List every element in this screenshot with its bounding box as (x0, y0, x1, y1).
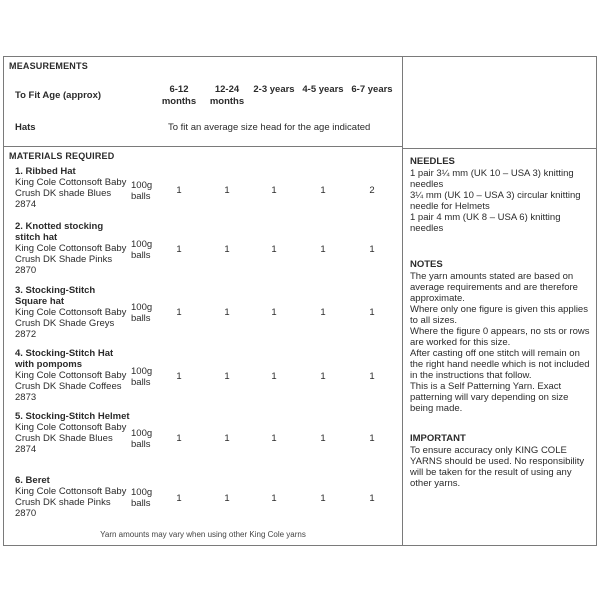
unit-label: 100g balls (131, 302, 153, 324)
materials-divider (3, 146, 403, 147)
qty-cell: 1 (271, 307, 277, 318)
notes-heading: NOTES (410, 259, 443, 270)
material-item (15, 475, 130, 519)
important-heading: IMPORTANT (410, 433, 466, 444)
material-item-title: 4. Stocking-Stitch Hat with pompoms (15, 348, 114, 370)
material-item-desc: King Cole Cottonsoft Baby Crush DK shade Blues 2874 (15, 177, 127, 210)
fit-age-label: To Fit Age (approx) (15, 90, 102, 101)
qty-cell: 1 (369, 307, 375, 318)
qty-cell: 1 (320, 307, 326, 318)
qty-cell: 1 (224, 185, 230, 196)
yarn-footnote: Yarn amounts may vary when using other King Cole yarns (100, 530, 306, 539)
qty-cell: 2 (369, 185, 375, 196)
qty-cell: 1 (271, 371, 277, 382)
column-divider (402, 56, 403, 546)
qty-cell: 1 (369, 433, 375, 444)
unit-label: 100g balls (131, 239, 153, 261)
qty-cell: 1 (224, 493, 230, 504)
hats-label: Hats (15, 122, 36, 133)
age-column-header: 6-7 years (351, 84, 393, 95)
material-item-desc: King Cole Cottonsoft Baby Crush DK Shade Blues 2874 (15, 422, 127, 455)
age-column-header: 2-3 years (253, 84, 295, 95)
qty-cell: 1 (176, 371, 182, 382)
unit-label: 100g balls (131, 180, 153, 202)
material-item-desc: King Cole Cottonsoft Baby Crush DK Shade Coffees 2873 (15, 370, 127, 403)
qty-cell: 1 (369, 371, 375, 382)
qty-cell: 1 (271, 433, 277, 444)
important-text: To ensure accuracy only KING COLE YARNS should be used. No responsibility will be taken for the result of using any other yarns. (410, 445, 585, 489)
material-item-desc: King Cole Cottonsoft Baby Crush DK Shade Greys 2872 (15, 307, 127, 340)
qty-cell: 1 (320, 244, 326, 255)
age-column-header: 6-12 months (161, 84, 197, 107)
qty-cell: 1 (369, 493, 375, 504)
age-column-header: 4-5 years (302, 84, 344, 95)
notes-text: The yarn amounts stated are based on average requirements and are therefore approximate. Where only one figure is given this applies to all sizes. Where the figure 0 appears, no sts or rows are worked for this size. After casting off one stitch will remain on the right hand needle which is not included in the instructions that follow. This is a Self Patterning Yarn. Exact patterning will vary depending on size being made. (410, 271, 590, 414)
needles-heading: NEEDLES (410, 156, 455, 167)
qty-cell: 1 (320, 493, 326, 504)
qty-cell: 1 (271, 244, 277, 255)
qty-cell: 1 (224, 371, 230, 382)
material-item (15, 285, 130, 340)
material-item (15, 221, 130, 276)
material-item-desc: King Cole Cottonsoft Baby Crush DK Shade Pinks 2870 (15, 243, 127, 276)
qty-cell: 1 (320, 185, 326, 196)
qty-cell: 1 (271, 493, 277, 504)
qty-cell: 1 (320, 371, 326, 382)
qty-cell: 1 (176, 493, 182, 504)
needles-divider (402, 148, 597, 149)
qty-cell: 1 (176, 244, 182, 255)
qty-cell: 1 (176, 185, 182, 196)
qty-cell: 1 (369, 244, 375, 255)
qty-cell: 1 (224, 307, 230, 318)
material-item-title: 1. Ribbed Hat (15, 166, 76, 177)
qty-cell: 1 (224, 244, 230, 255)
hats-note: To fit an average size head for the age indicated (168, 122, 371, 133)
unit-label: 100g balls (131, 487, 153, 509)
material-item (15, 411, 130, 455)
material-item-desc: King Cole Cottonsoft Baby Crush DK shade Pinks 2870 (15, 486, 127, 519)
qty-cell: 1 (271, 185, 277, 196)
needles-text: 1 pair 3¼ mm (UK 10 – USA 3) knitting needles 3¼ mm (UK 10 – USA 3) circular knitting needle for Helmets 1 pair 4 mm (UK 8 – USA 6) knitting needles (410, 168, 581, 234)
material-item-title: 5. Stocking-Stitch Helmet (15, 411, 130, 422)
materials-heading: MATERIALS REQUIRED (9, 151, 115, 161)
unit-label: 100g balls (131, 428, 153, 450)
qty-cell: 1 (224, 433, 230, 444)
material-item (15, 166, 130, 210)
unit-label: 100g balls (131, 366, 153, 388)
measurements-heading: MEASUREMENTS (9, 61, 88, 71)
material-item-title: 6. Beret (15, 475, 50, 486)
age-column-header: 12-24 months (209, 84, 245, 107)
qty-cell: 1 (176, 433, 182, 444)
qty-cell: 1 (320, 433, 326, 444)
material-item-title: 2. Knotted stocking stitch hat (15, 221, 104, 243)
material-item-title: 3. Stocking-Stitch Square hat (15, 285, 96, 307)
qty-cell: 1 (176, 307, 182, 318)
material-item (15, 348, 130, 403)
